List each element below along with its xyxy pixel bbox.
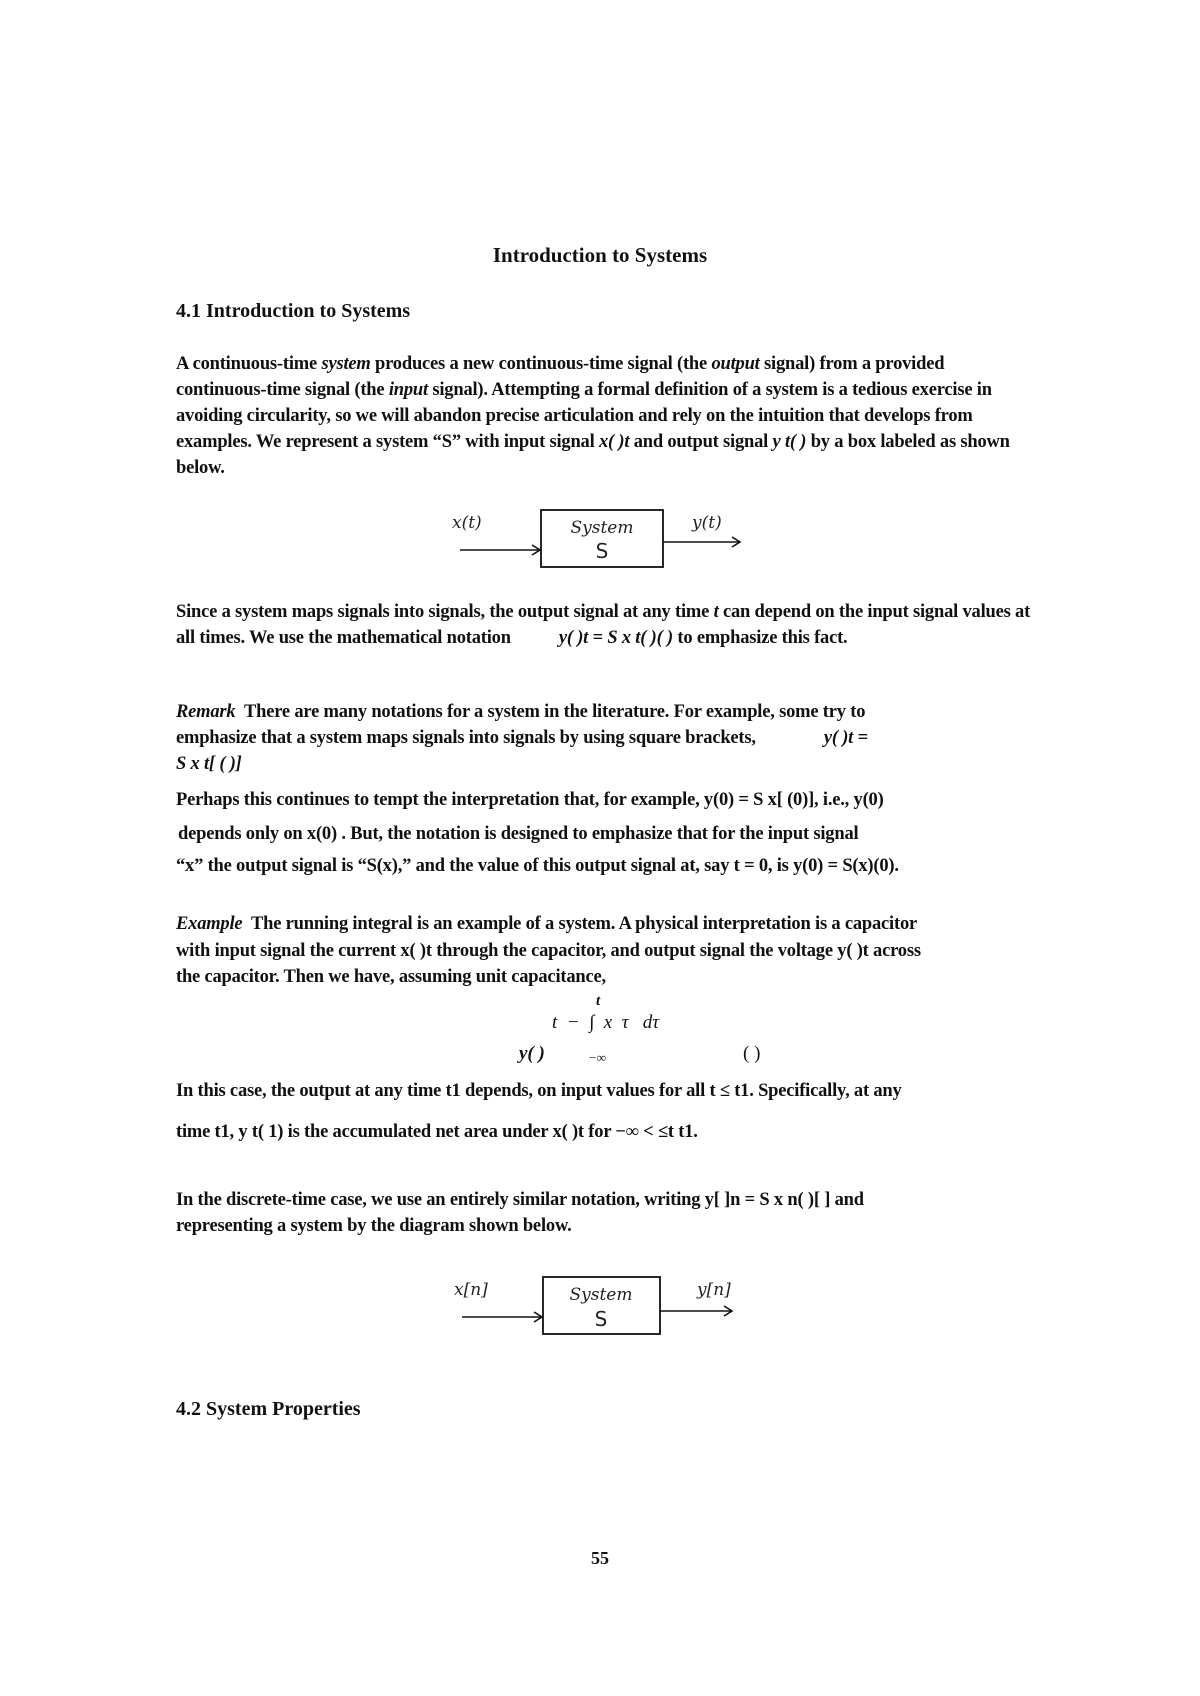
example-line-1: Example The running integral is an example of a system. A physical interpretation is a capacitor [176,914,918,934]
remark-label: Remark [176,702,236,722]
integral-expression: t − ∫ x τ dτ [552,1012,660,1033]
section-heading-4-2: 4.2 System Properties [176,1398,361,1420]
example-line-3: the capacitor. Then we have, assuming unit capacitance, [176,967,606,987]
mapping-paragraph: Since a system maps signals into signals, the output signal at any time t can depend on the input signal values at all times. We use the mathematical notation y( )t = S x t( )( ) to emphasize this fact. [176,602,1031,648]
dependence-line-2: time t1, y t( 1) is the accumulated net area under x( )t for −∞ < ≤t t1. [176,1122,698,1142]
remark-line-5: depends only on x(0) . But, the notation is designed to emphasize that for the input signal [178,824,859,844]
system-box-label: System [570,518,634,538]
page-number: 55 [591,1548,609,1568]
page-title: Introduction to Systems [492,243,708,267]
system-diagram-discrete [452,1267,772,1341]
remark-line-1: Remark There are many notations for a system in the literature. For example, some try to [176,702,866,722]
system-box-label: System [569,1285,633,1305]
integral-lhs: y( ) [519,1043,545,1064]
remark-line-4: Perhaps this continues to tempt the interpretation that, for example, y(0) = S x[ (0)], i.e., y(0) [176,790,884,810]
section-heading-4-1: 4.1 Introduction to Systems [176,300,411,322]
integral-lower-limit: −∞ [588,1050,607,1065]
remark-line-3: S x t[ ( )] [176,754,242,774]
input-label: x(t) [452,513,482,533]
system-box-symbol: S [595,539,609,563]
discrete-line-1: In the discrete-time case, we use an entirely similar notation, writing y[ ]n = S x n( )[ ] and [176,1190,864,1210]
integral-upper-limit: t [596,993,601,1009]
output-label: y(t) [692,513,722,533]
output-label: y[n] [697,1280,731,1300]
system-box-symbol: S [594,1307,608,1331]
input-label: x[n] [454,1280,488,1300]
intro-paragraph: A continuous-time system produces a new continuous-time signal (the output signal) from a provided continuous-time signal (the input signal). Attempting a formal definition of a system is a tedious exercise in avoiding circularity, so we will abandon precise articulation and rely on the intuition that develops from examples. We represent a system “S” with input signal x( )t and output signal y t( ) by a box labeled as shown below. [176,354,1010,478]
example-line-2: with input signal the current x( )t through the capacitor, and output signal the voltage y( )t across [176,941,921,961]
example-label: Example [176,914,243,934]
dependence-line-1: In this case, the output at any time t1 depends, on input values for all t ≤ t1. Specifically, at any [176,1081,902,1101]
system-diagram-continuous [440,502,780,574]
integral-rhs: ( ) [743,1043,761,1064]
discrete-line-2: representing a system by the diagram shown below. [176,1216,572,1236]
remark-line-6: “x” the output signal is “S(x),” and the value of this output signal at, say t = 0, is y(0) = S(x)(0). [176,856,899,876]
remark-line-2: emphasize that a system maps signals into signals by using square brackets, y( )t = [176,728,868,748]
